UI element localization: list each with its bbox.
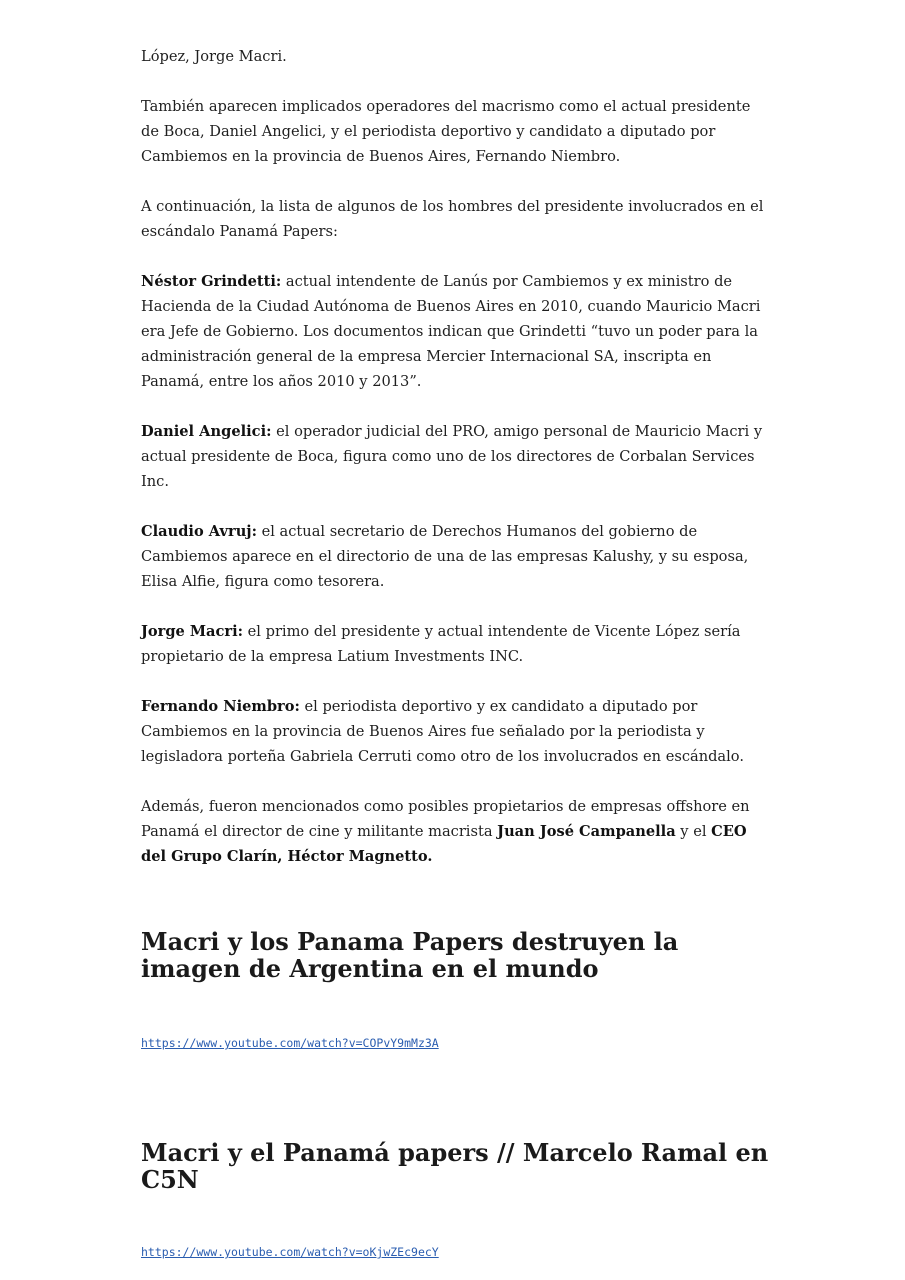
paragraph-niembro bbox=[141, 694, 771, 769]
paragraph-intro-end bbox=[141, 44, 771, 69]
paragraph-jorge-macri bbox=[141, 619, 771, 669]
person-name-magnetto: CEO del Grupo Clarín, Héctor Magnetto. bbox=[141, 823, 747, 865]
paragraph-implicated-operators bbox=[141, 94, 771, 169]
paragraph-text: A continuación, la lista de algunos de los hombres del presidente involucrados en el escándalo Panamá Papers: bbox=[141, 198, 764, 240]
paragraph-text: el operador judicial del PRO, amigo personal de Mauricio Macri y actual presidente de Boca, figura como uno de los directores de Corbalan Services Inc. bbox=[141, 423, 763, 490]
paragraph-others-mentioned bbox=[141, 794, 771, 869]
paragraph-text: el periodista deportivo y ex candidato a diputado por Cambiemos en la provincia de Buenos Aires fue señalado por la periodista y legisladora porteña Gabriela Cerruti como otro de los involucrados en escándalo. bbox=[141, 698, 744, 765]
section-heading-image-argentina: Macri y los Panama Papers destruyen la imagen de Argentina en el mundo bbox=[141, 927, 679, 983]
paragraph-text: También aparecen implicados operadores del macrismo como el actual presidente de Boca, Daniel Angelici, y el periodista deportivo y candidato a diputado por Cambiemos en la provincia de Buenos Aires, Fernando Niembro. bbox=[141, 98, 751, 165]
person-name: Jorge Macri: bbox=[141, 623, 244, 640]
paragraph-avruj bbox=[141, 519, 771, 594]
paragraph-text: Además, fueron mencionados como posibles propietarios de empresas offshore en Panamá el director de cine y militante macrista bbox=[141, 798, 750, 840]
paragraph-text: y el bbox=[675, 823, 712, 840]
youtube-link-1[interactable]: https://www.youtube.com/watch?v=COPvY9mMz3A bbox=[141, 1036, 439, 1050]
person-name: Fernando Niembro: bbox=[141, 698, 300, 715]
paragraph-angelici bbox=[141, 419, 771, 494]
person-name: Daniel Angelici: bbox=[141, 423, 272, 440]
youtube-link-2[interactable]: https://www.youtube.com/watch?v=oKjwZEc9ecY bbox=[141, 1245, 439, 1259]
paragraph-text: actual intendente de Lanús por Cambiemos y ex ministro de Hacienda de la Ciudad Autónoma de Buenos Aires en 2010, cuando Mauricio Macri era Jefe de Gobierno. Los documentos indican que Grindetti “tuvo un poder para la administración general de la empresa Mercier Internacional SA, inscripta en Panamá, entre los años 2010 y 2013”. bbox=[141, 273, 761, 390]
paragraph-text: López, Jorge Macri. bbox=[141, 48, 287, 65]
paragraph-text: el primo del presidente y actual intendente de Vicente López sería propietario de la empresa Latium Investments INC. bbox=[141, 623, 741, 665]
paragraph-text: el actual secretario de Derechos Humanos del gobierno de Cambiemos aparece en el directorio de una de las empresas Kalushy, y su esposa, Elisa Alfie, figura como tesorera. bbox=[141, 523, 749, 590]
paragraph-list-intro bbox=[141, 194, 771, 244]
person-name-campanella: Juan José Campanella bbox=[497, 823, 676, 840]
section-heading-ramal-c5n: Macri y el Panamá papers // Marcelo Ramal en C5N bbox=[141, 1138, 769, 1194]
paragraph-grindetti bbox=[141, 269, 771, 394]
person-name: Claudio Avruj: bbox=[141, 523, 257, 540]
person-name: Néstor Grindetti: bbox=[141, 273, 282, 290]
document-body bbox=[141, 44, 771, 1265]
